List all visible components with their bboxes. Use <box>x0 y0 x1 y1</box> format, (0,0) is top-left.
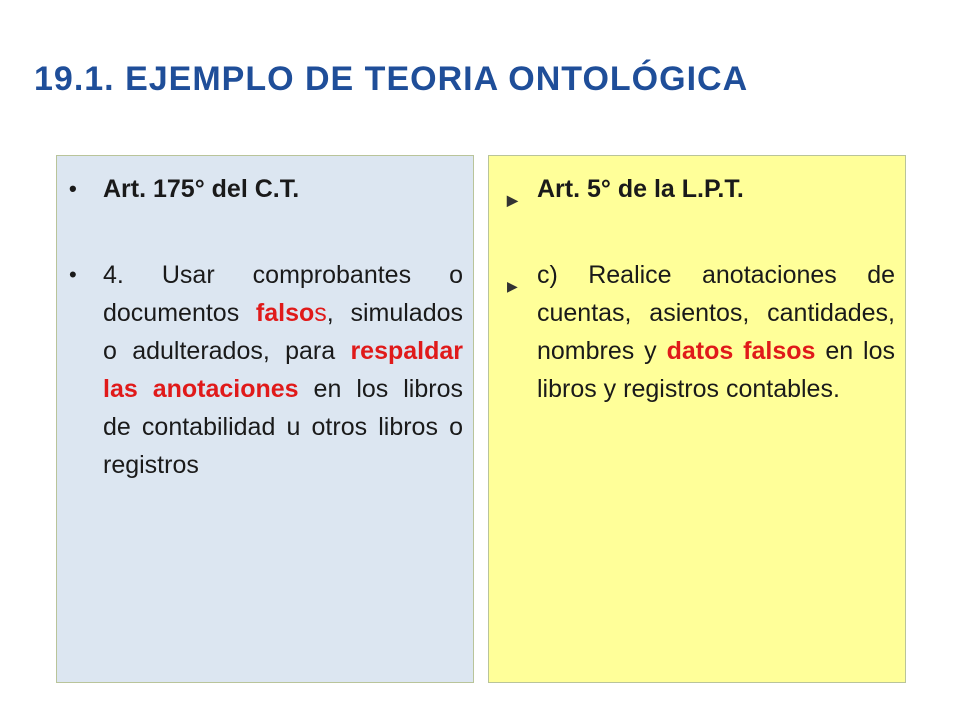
left-highlight-s: s <box>314 299 327 327</box>
arrow-bullet-icon: ▶ <box>507 278 518 294</box>
right-panel <box>488 155 906 683</box>
right-article-label: Art. 5° de la L.P.T. <box>537 175 744 203</box>
left-item-text <box>69 256 463 484</box>
right-highlight-datos-falsos: datos falsos <box>666 337 816 365</box>
left-text-part1: 4. Usar comprobantes o documentos <box>103 261 463 327</box>
left-highlight-falso: falso <box>255 299 315 327</box>
left-text-part3: en los libros de contabilidad u otros libros o registros <box>103 375 463 479</box>
bullet-icon: • <box>69 176 77 201</box>
left-article-label: Art. 175° del C.T. <box>103 175 300 203</box>
right-text-part1: c) Realice anotaciones de cuentas, asientos, cantidades, nombres y <box>537 261 895 365</box>
right-item-text <box>507 256 895 408</box>
right-item-article <box>507 170 895 208</box>
arrow-bullet-icon: ▶ <box>507 192 518 208</box>
left-panel <box>56 155 474 683</box>
slide-title: 19.1. EJEMPLO DE TEORIA ONTOLÓGICA <box>34 60 749 98</box>
left-item-article <box>69 170 463 208</box>
left-text-part2: , simulados o adulterados, para <box>103 299 463 365</box>
left-highlight-respaldar: respaldar las anotaciones <box>103 337 463 403</box>
right-text-part2: en los libros y registros contables. <box>537 337 895 403</box>
bullet-icon: • <box>69 262 77 287</box>
